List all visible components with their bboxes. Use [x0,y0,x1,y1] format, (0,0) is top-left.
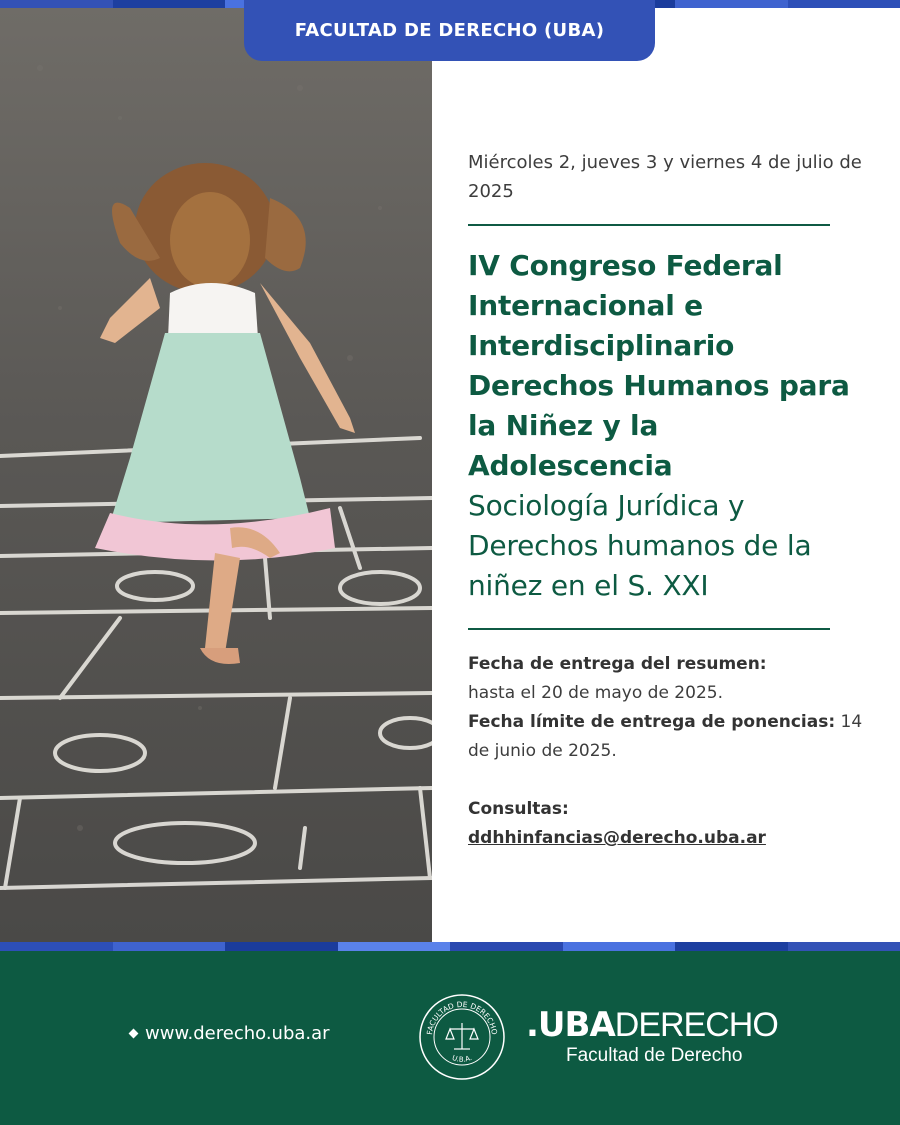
hopscotch-photo [0,8,432,942]
website-url: www.derecho.uba.ar [145,1023,330,1044]
event-subtitle: Sociología Jurídica y Derechos humanos de la niñez en el S. XXI [468,489,812,602]
seal-bottom-text: U.B.A. [450,1053,474,1064]
event-info-column [468,148,868,853]
faculty-seal-icon [418,993,506,1081]
seal-top-text: FACULTAD DE DERECHO [425,999,499,1036]
event-date: Miércoles 2, jueves 3 y viernes 4 de julio de 2025 [468,152,862,202]
divider-top [468,224,830,226]
abstract-deadline-value: hasta el 20 de mayo de 2025. [468,683,723,703]
divider-bottom [468,628,830,630]
faculty-header-tab [244,0,655,61]
papers-deadline-value: 14 de junio de 2025. [468,712,863,761]
contact-label: Consultas: [468,799,569,819]
diamond-bullet-icon [129,1029,139,1039]
website-link[interactable] [130,1023,330,1044]
event-title: IV Congreso Federal Internacional e Interdisciplinario Derechos Humanos para la Niñez y la Adolescencia [468,249,850,482]
contact-block [468,795,868,853]
papers-deadline-label: Fecha límite de entrega de ponencias: [468,712,836,732]
logo-derecho-text: DERECHO [614,1006,778,1044]
abstract-deadline [468,650,868,766]
logo-uba-text: .UBA [526,1005,615,1045]
child-hopscotch-photo-icon [0,8,432,942]
contact-email-link[interactable]: ddhhinfancias@derecho.uba.ar [468,828,766,848]
faculty-header-label: FACULTAD DE DERECHO (UBA) [294,20,605,41]
abstract-deadline-label: Fecha de entrega del resumen: [468,654,767,674]
uba-derecho-logo [526,1006,778,1068]
svg-text:U.B.A. [451,1054,473,1064]
bottom-color-stripe [0,942,900,951]
logo-subtitle: Facultad de Derecho [566,1045,743,1066]
